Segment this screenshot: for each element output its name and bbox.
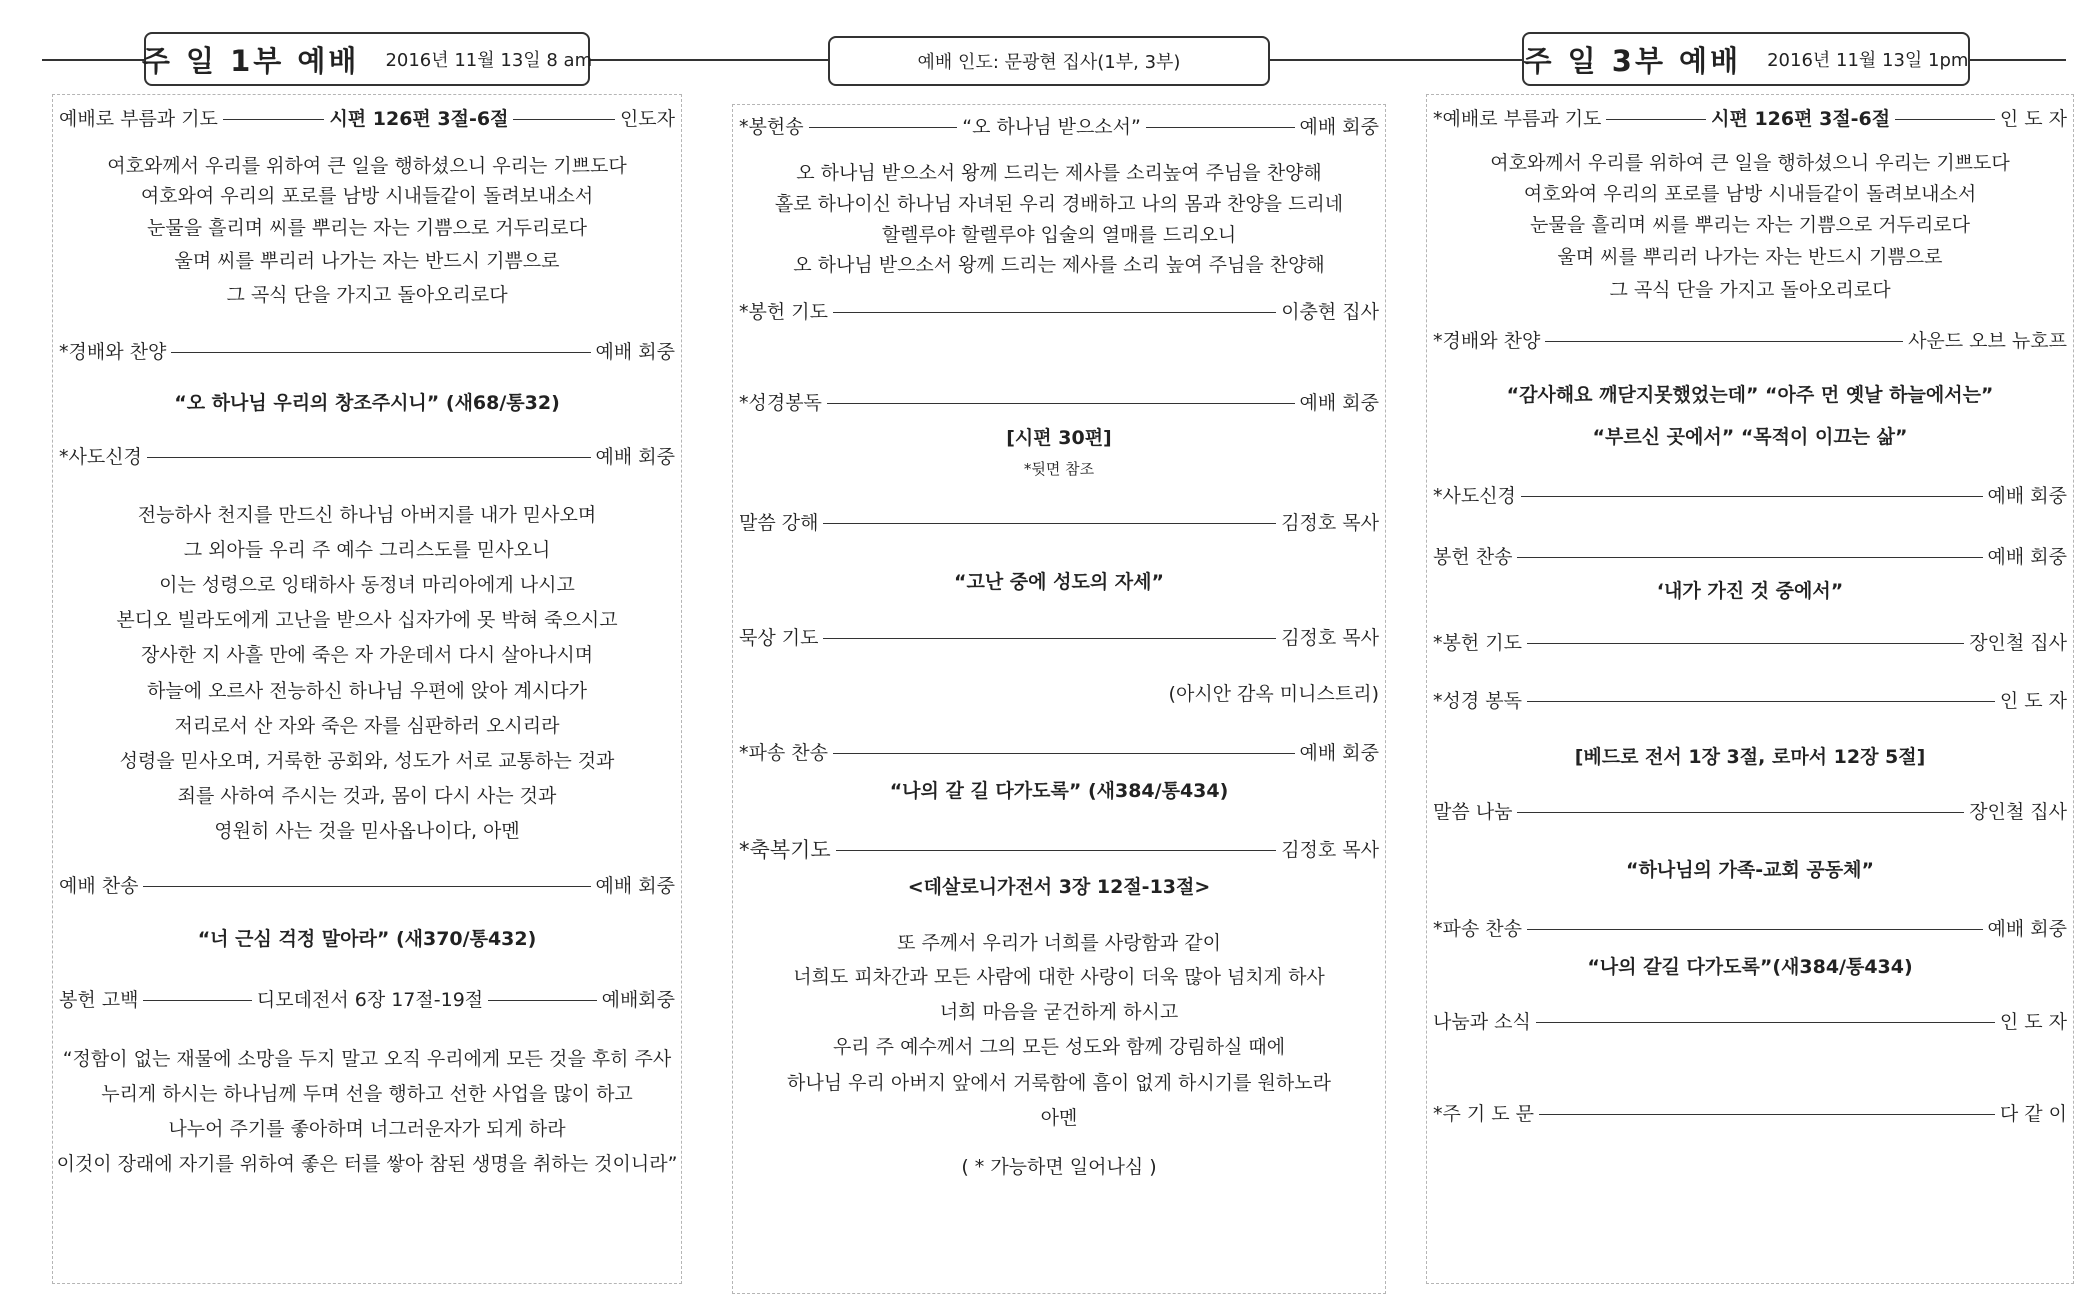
scripture-label: *성경봉독 <box>739 392 822 414</box>
leader-dots <box>1895 119 1995 120</box>
offering-song-row <box>733 115 1385 139</box>
psalm-line: 여호와께서 우리를 위하여 큰 일을 행하셨으니 우리는 기쁘도다 <box>107 155 627 177</box>
scripture-label: *성경 봉독 <box>1433 690 1522 712</box>
offering-prayer-row <box>733 300 1385 324</box>
leader-dots <box>1527 643 1964 644</box>
praise-row <box>1427 329 2073 353</box>
offering-text-line: “정함이 없는 재물에 소망을 두지 말고 오직 우리에게 모든 것을 후히 주사 <box>62 1048 672 1070</box>
leader-dots <box>513 119 615 120</box>
leader-dots <box>488 1000 596 1001</box>
praise-row <box>53 340 681 364</box>
call-ref: 시편 126편 3절-6절 <box>329 108 509 130</box>
sending-hymn-title: “나의 갈 길 다가도록” (새384/통434) <box>889 780 1229 802</box>
lyrics-line: 홀로 하나이신 하나님 자녀된 우리 경배하고 나의 몸과 찬양을 드리네 <box>774 193 1344 215</box>
offering-prayer-label: *봉헌 기도 <box>739 301 828 323</box>
leader-dots <box>1606 119 1706 120</box>
leader-dots <box>223 119 325 120</box>
lords-prayer-row <box>1427 1102 2073 1126</box>
leader-dots <box>809 127 958 128</box>
leader-dots <box>823 638 1276 639</box>
scripture-ref: [베드로 전서 1장 3절, 로마서 12장 5절] <box>1574 746 1926 768</box>
psalm-line: 그 곡식 단을 가지고 돌아오리로다 <box>1609 279 1891 301</box>
leader-dots <box>1517 812 1964 813</box>
lyrics-line: 오 하나님 받으소서 왕께 드리는 제사를 소리 높여 주님을 찬양해 <box>793 254 1325 276</box>
call-label: *예배로 부름과 기도 <box>1433 108 1602 130</box>
psalm-line: 그 곡식 단을 가지고 돌아오리로다 <box>226 284 508 306</box>
lyrics-line: 할렐루야 할렐루야 입술의 열매를 드리오니 <box>881 224 1237 246</box>
shared-column <box>732 104 1386 1294</box>
scripture-note: *뒷면 참조 <box>1023 460 1095 478</box>
creed-line: 그 외아들 우리 주 예수 그리스도를 믿사오니 <box>183 539 551 561</box>
praise-leader: 사운드 오브 뉴호프 <box>1908 330 2067 352</box>
benediction-line: 너희도 피차간과 모든 사람에 대한 사랑이 더욱 많아 넘치게 하사 <box>793 966 1325 988</box>
sending-hymn-row <box>1427 917 2073 941</box>
creed-line: 본디오 빌라도에게 고난을 받으사 십자가에 못 박혀 죽으시고 <box>116 609 618 631</box>
offering-prayer-leader: 이충현 집사 <box>1281 301 1379 323</box>
offering-prayer-row <box>1427 631 2073 655</box>
scripture-row <box>733 391 1385 415</box>
leader-dots <box>1527 701 1995 702</box>
praise-songs: “감사해요 깨닫지못했었는데” “아주 먼 옛날 하늘에서는” <box>1506 384 1994 406</box>
benediction-row <box>733 838 1385 862</box>
call-to-worship-row <box>53 107 681 131</box>
sharing-leader: 장인철 집사 <box>1969 801 2067 823</box>
psalm-line: 여호와께서 우리를 위하여 큰 일을 행하셨으니 우리는 기쁘도다 <box>1490 152 2010 174</box>
creed-line: 하늘에 오르사 전능하신 하나님 우편에 앉아 계시다가 <box>146 680 588 702</box>
benediction-line: 너희 마음을 굳건하게 하시고 <box>939 1001 1179 1023</box>
leader-dots <box>1536 1022 1995 1023</box>
sending-hymn-row <box>733 741 1385 765</box>
psalm-line: 눈물을 흘리며 씨를 뿌리는 자는 기쁨으로 거두리로다 <box>1529 214 1971 236</box>
call-ref: 시편 126편 3절-6절 <box>1711 108 1891 130</box>
leader-dots <box>171 352 590 353</box>
offering-text-line: 나누어 주기를 좋아하며 너그러운자가 되게 하라 <box>168 1118 566 1140</box>
offering-prayer-leader: 장인철 집사 <box>1969 632 2067 654</box>
sermon-leader: 김정호 목사 <box>1281 512 1379 534</box>
psalm-line: 울며 씨를 뿌리러 나가는 자는 반드시 기쁨으로 <box>174 250 560 272</box>
creed-line: 이는 성령으로 잉태하사 동정녀 마리아에게 나시고 <box>159 574 575 596</box>
offering-label: 봉헌 고백 <box>59 989 139 1011</box>
silent-prayer-leader: 김정호 목사 <box>1281 627 1379 649</box>
sending-hymn-label: *파송 찬송 <box>1433 918 1522 940</box>
creed-line: 장사한 지 사흘 만에 죽은 자 가운데서 다시 살아나시며 <box>140 644 594 666</box>
benediction-label: *축복기도 <box>739 838 831 862</box>
praise-label: *경배와 찬양 <box>59 341 167 363</box>
benediction-line: 또 주께서 우리가 너희를 사랑함과 같이 <box>897 932 1221 954</box>
service1-title: 주 일 1부 예배 <box>141 43 360 78</box>
worship-leader: 예배 인도: 문광현 집사(1부, 3부) <box>917 52 1181 73</box>
news-row <box>1427 1010 2073 1034</box>
offering-song-leader: 예배 회중 <box>1299 116 1380 138</box>
creed-row <box>53 445 681 469</box>
service1-header <box>141 32 593 86</box>
benediction-line: 우리 주 예수께서 그의 모든 성도와 함께 강림하실 때에 <box>832 1036 1286 1058</box>
call-leader: 인도자 <box>619 108 676 130</box>
leader-dots <box>143 1000 251 1001</box>
service3-title: 주 일 3부 예배 <box>1523 43 1742 78</box>
creed-label: *사도신경 <box>59 446 142 468</box>
scripture-leader: 인 도 자 <box>1999 690 2067 712</box>
call-to-worship-row <box>1427 107 2073 131</box>
leader-dots <box>1545 341 1903 342</box>
call-leader: 인 도 자 <box>1999 108 2068 130</box>
hymn-row <box>53 874 681 898</box>
offering-hymn-leader: 예배 회중 <box>1987 546 2067 568</box>
benediction-ref: <데살로니가전서 3장 12절-13절> <box>907 876 1211 898</box>
praise-label: *경배와 찬양 <box>1433 330 1541 352</box>
sending-hymn-label: *파송 찬송 <box>739 742 828 764</box>
leader-dots <box>833 753 1295 754</box>
praise-leader: 예배 회중 <box>595 341 675 363</box>
offering-ref: 디모데전서 6장 17절-19절 <box>256 989 484 1011</box>
silent-prayer-label: 묵상 기도 <box>739 627 819 649</box>
news-label: 나눔과 소식 <box>1433 1011 1531 1033</box>
scripture-ref: [시편 30편] <box>1006 427 1112 449</box>
service3-header <box>1522 32 1970 86</box>
sharing-title: “하나님의 가족-교회 공동체” <box>1626 859 1874 881</box>
leader-dots <box>827 403 1295 404</box>
header-rule-right-mid <box>1268 59 1524 61</box>
benediction-leader: 김정호 목사 <box>1281 839 1379 861</box>
news-leader: 인 도 자 <box>1999 1011 2067 1033</box>
offering-leader: 예배회중 <box>601 989 676 1011</box>
scripture-row <box>1427 689 2073 713</box>
creed-row <box>1427 484 2073 508</box>
sharing-label: 말씀 나눔 <box>1433 801 1513 823</box>
ministry-note: (아시안 감옥 미니스트리) <box>1168 683 1379 705</box>
lords-prayer-label: *주 기 도 문 <box>1433 1103 1535 1125</box>
leader-dots <box>147 457 591 458</box>
lords-prayer-leader: 다 같 이 <box>1999 1103 2067 1125</box>
psalm-line: 눈물을 흘리며 씨를 뿌리는 자는 기쁨으로 거두리로다 <box>146 217 588 239</box>
header-rule-left <box>42 59 146 61</box>
sharing-row <box>1427 800 2073 824</box>
sermon-title: “고난 중에 성도의 자세” <box>953 571 1164 593</box>
sermon-label: 말씀 강해 <box>739 512 819 534</box>
sending-hymn-leader: 예배 회중 <box>1987 918 2067 940</box>
creed-line: 죄를 사하여 주시는 것과, 몸이 다시 사는 것과 <box>177 785 557 807</box>
offering-hymn-label: 봉헌 찬송 <box>1433 546 1513 568</box>
hymn-label: 예배 찬송 <box>59 875 139 897</box>
sermon-row <box>733 511 1385 535</box>
leader-dots <box>823 523 1276 524</box>
creed-line: 전능하사 천지를 만드신 하나님 아버지를 내가 믿사오며 <box>137 504 597 526</box>
service1-date: 2016년 11월 13일 8 am <box>385 50 593 71</box>
offering-text-line: 이것이 장래에 자기를 위하여 좋은 터를 쌓아 참된 생명을 취하는 것이니라” <box>56 1153 678 1175</box>
offering-confession-row <box>53 988 681 1012</box>
creed-line: 저리로서 산 자와 죽은 자를 심판하러 오시리라 <box>174 715 560 737</box>
offering-hymn-row <box>1427 545 2073 569</box>
creed-leader: 예배 회중 <box>1987 485 2067 507</box>
creed-line: 영원히 사는 것을 믿사옵나이다, 아멘 <box>214 820 520 842</box>
praise-songs: “부르신 곳에서” “목적이 이끄는 삶” <box>1592 426 1908 448</box>
benediction-line: 하나님 우리 아버지 앞에서 거룩함에 흠이 없게 하시기를 원하노라 <box>787 1072 1331 1094</box>
leader-box <box>828 36 1270 86</box>
creed-leader: 예배 회중 <box>595 446 675 468</box>
scripture-leader: 예배 회중 <box>1299 392 1379 414</box>
leader-dots <box>1539 1114 1995 1115</box>
offering-song-label: *봉헌송 <box>739 116 804 138</box>
leader-dots <box>833 312 1276 313</box>
leader-dots <box>1527 929 1983 930</box>
psalm-line: 여호와여 우리의 포로를 남방 시내들같이 돌려보내소서 <box>1523 183 1977 205</box>
leader-dots <box>1517 557 1982 558</box>
header-rule-right <box>1968 59 2066 61</box>
offering-prayer-label: *봉헌 기도 <box>1433 632 1522 654</box>
lyrics-line: 오 하나님 받으소서 왕께 드리는 제사를 소리높여 주님을 찬양해 <box>796 162 1322 184</box>
psalm-line: 여호와여 우리의 포로를 남방 시내들같이 돌려보내소서 <box>140 185 594 207</box>
stand-note: ( * 가능하면 일어나심 ) <box>961 1156 1157 1178</box>
psalm-line: 울며 씨를 뿌리러 나가는 자는 반드시 기쁨으로 <box>1557 246 1943 268</box>
service3-date: 2016년 11월 13일 1pm <box>1767 50 1969 71</box>
header-rule-left-mid <box>588 59 828 61</box>
hymn-title: “너 근심 걱정 말아라” (새370/통432) <box>197 928 537 950</box>
service1-column <box>52 94 682 1284</box>
call-label: 예배로 부름과 기도 <box>59 108 218 130</box>
sending-hymn-title: “나의 갈길 다가도록”(새384/통434) <box>1587 956 1913 978</box>
leader-dots <box>1146 127 1295 128</box>
offering-hymn-title: ‘내가 가진 것 중에서” <box>1656 580 1844 602</box>
silent-prayer-row <box>733 626 1385 650</box>
creed-line: 성령을 믿사오며, 거룩한 공회와, 성도가 서로 교통하는 것과 <box>119 750 615 772</box>
hymn-leader: 예배 회중 <box>595 875 675 897</box>
leader-dots <box>1521 496 1983 497</box>
creed-label: *사도신경 <box>1433 485 1516 507</box>
leader-dots <box>143 886 590 887</box>
offering-song-title: “오 하나님 받으소서” <box>962 116 1141 138</box>
leader-dots <box>836 850 1277 851</box>
praise-hymn: “오 하나님 우리의 창조주시니” (새68/통32) <box>174 392 560 414</box>
benediction-line: 아멘 <box>1040 1107 1078 1129</box>
offering-text-line: 누리게 하시는 하나님께 두며 선을 행하고 선한 사업을 많이 하고 <box>101 1083 633 1105</box>
sending-hymn-leader: 예배 회중 <box>1299 742 1379 764</box>
service3-column <box>1426 94 2074 1284</box>
